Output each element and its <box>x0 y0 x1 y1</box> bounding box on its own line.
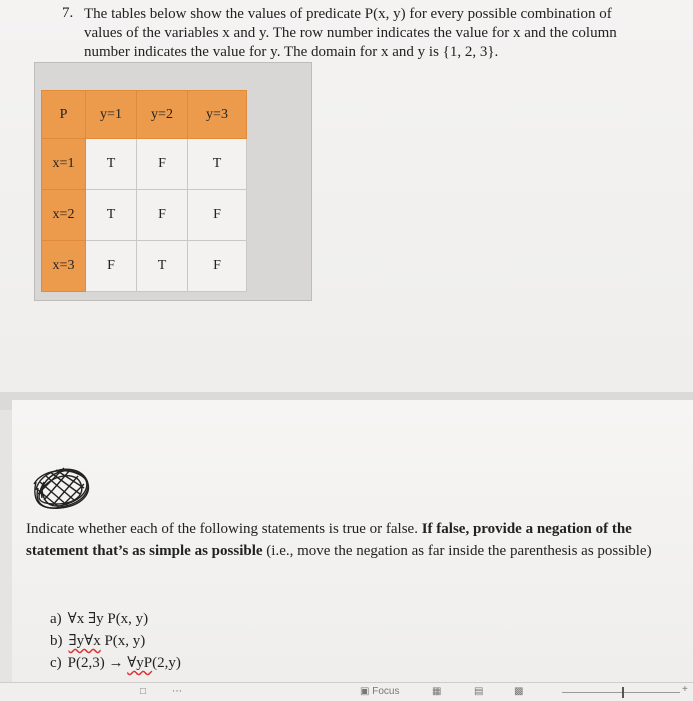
web-layout-icon[interactable]: ▩ <box>514 686 524 697</box>
statement-label: a) <box>50 611 62 627</box>
question-text <box>84 5 644 62</box>
instructions-intro: Indicate whether each of the following statements is true or false. <box>26 521 422 537</box>
question-line-3: number indicates the value for y. The domain for x and y is {1, 2, 3}. <box>84 44 499 60</box>
list-item <box>50 652 181 674</box>
spellcheck-squiggle: ∃y∀x <box>68 633 101 649</box>
zoom-in-icon[interactable]: + <box>682 684 688 695</box>
table-header-cell: y=3 <box>188 91 247 139</box>
predicate-table-frame <box>34 62 312 301</box>
row-header-cell: x=1 <box>42 139 86 190</box>
question-line-2: values of the variables x and y. The row number indicates the value for x and the column <box>84 25 617 41</box>
table-row <box>42 190 247 241</box>
table-cell: T <box>188 139 247 190</box>
table-cell: T <box>137 241 188 292</box>
focus-icon: ▣ <box>360 686 370 697</box>
statement-label: b) <box>50 633 63 649</box>
table-cell: F <box>188 241 247 292</box>
spellcheck-squiggle: ∀yP <box>127 655 153 671</box>
row-header-cell: x=2 <box>42 190 86 241</box>
status-bar <box>0 682 693 701</box>
statement-text: P(2,3) → ∀yP(2,y) <box>67 655 181 671</box>
read-mode-icon[interactable]: ▦ <box>432 686 442 697</box>
print-layout-icon[interactable]: ▤ <box>474 686 484 697</box>
table-cell: T <box>86 190 137 241</box>
instructions-text <box>26 518 666 562</box>
question-line-1: The tables below show the values of predicate P(x, y) for every possible combination of <box>84 6 612 22</box>
list-item <box>50 630 181 652</box>
predicate-table <box>41 90 247 292</box>
table-header-cell: y=2 <box>137 91 188 139</box>
focus-label: Focus <box>372 686 400 697</box>
table-row <box>42 241 247 292</box>
scribble-redaction-icon <box>30 460 92 512</box>
table-row <box>42 139 247 190</box>
table-cell: F <box>137 139 188 190</box>
focus-button[interactable] <box>360 686 399 697</box>
statement-list <box>50 608 181 674</box>
table-cell: F <box>86 241 137 292</box>
page-icon[interactable]: □ <box>140 686 147 697</box>
document-page-2 <box>12 400 693 682</box>
zoom-slider-thumb[interactable] <box>622 687 624 698</box>
table-cell: F <box>188 190 247 241</box>
statement-text: ∀x ∃y P(x, y) <box>67 611 149 627</box>
list-item <box>50 608 181 630</box>
table-cell: T <box>86 139 137 190</box>
statement-text: ∃y∀x P(x, y) <box>68 633 146 649</box>
row-header-cell: x=3 <box>42 241 86 292</box>
instructions-tail: (i.e., move the negation as far inside the parenthesis as possible) <box>262 543 652 559</box>
zoom-slider[interactable] <box>562 692 680 693</box>
table-cell: F <box>137 190 188 241</box>
table-header-cell: y=1 <box>86 91 137 139</box>
table-header-cell: P <box>42 91 86 139</box>
text-predictions-icon[interactable]: ⋯ <box>172 686 183 697</box>
question-number: 7. <box>62 5 74 21</box>
instructions-bold: If false, provide a negation of the statement that’s as simple as possible <box>26 521 632 559</box>
statement-label: c) <box>50 655 62 671</box>
